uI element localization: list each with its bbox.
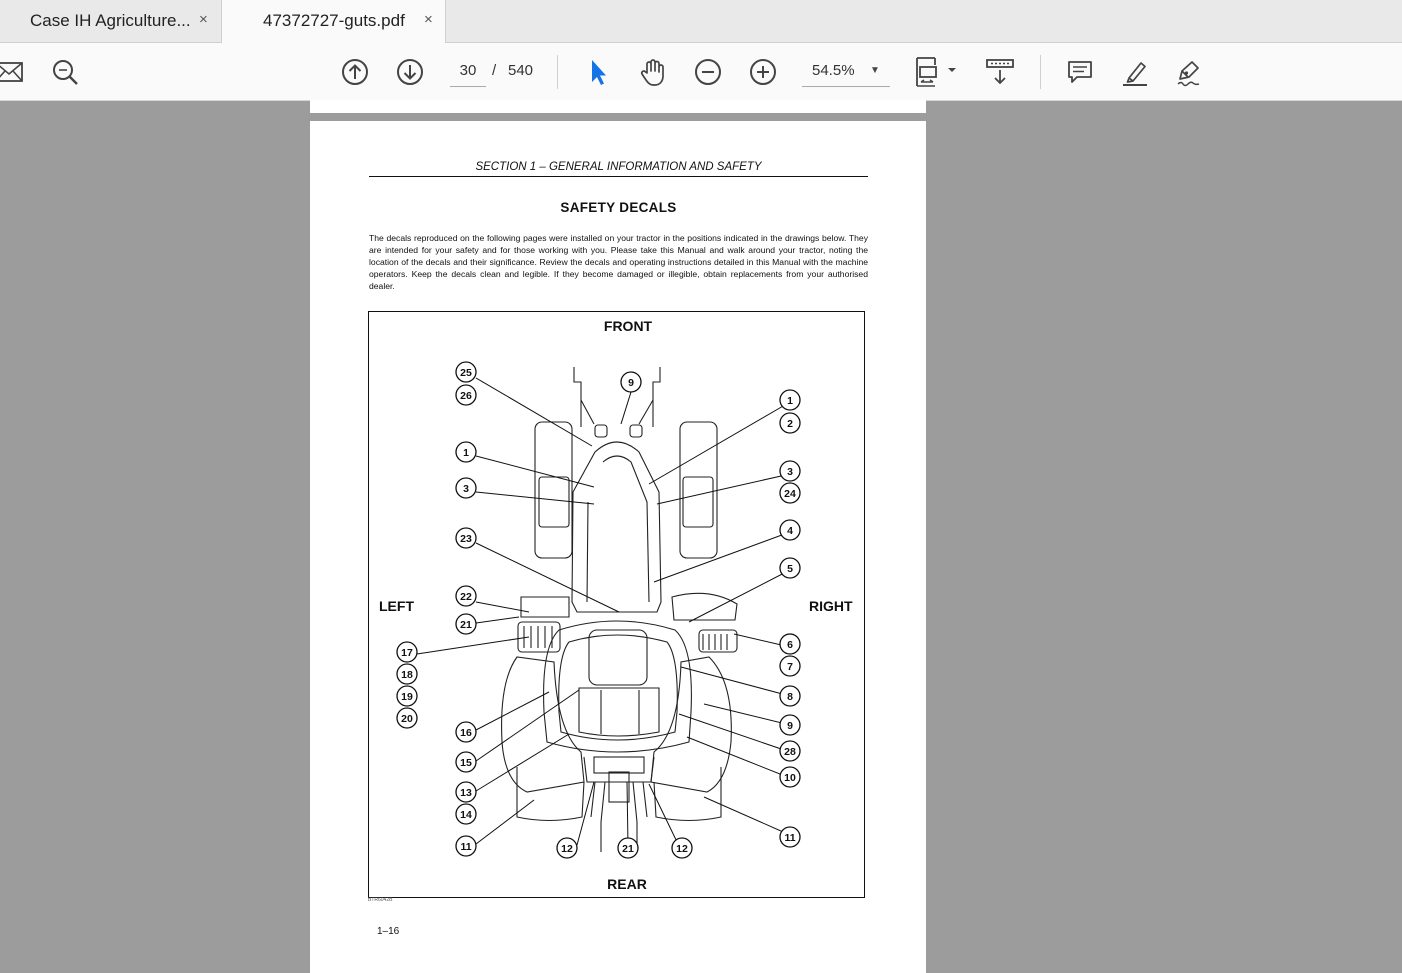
tab-label: 47372727-guts.pdf <box>263 11 405 30</box>
callout-number-left: 1 <box>463 447 469 459</box>
intro-paragraph: The decals reproduced on the following pages were installed on your tractor in the positions indicated in the drawings below. They are intended for your safety and for those working with you. Please take this Manual and walk around your tractor, noting the location of the decals and their significance. Review the decals and operating instructions detailed in this Manual with the machine operators. Keep the decals clean and legible. If they become damaged or illegible, obtain replacements from your authorised dealer. <box>369 233 868 291</box>
hand-icon[interactable] <box>636 55 670 89</box>
callout-number-left: 13 <box>460 787 472 799</box>
callout-number-top: 9 <box>628 377 634 389</box>
fit-page-icon[interactable] <box>913 55 959 89</box>
callout-number-left: 3 <box>463 483 469 495</box>
arrow-down-icon[interactable] <box>393 55 427 89</box>
zoom-search-icon[interactable] <box>48 55 82 89</box>
label-right: RIGHT <box>809 598 853 614</box>
tab-guts-pdf[interactable] <box>222 0 446 43</box>
highlight-icon[interactable] <box>1118 55 1152 89</box>
close-icon[interactable]: × <box>199 11 208 28</box>
callout-number-bottom: 12 <box>676 843 688 855</box>
callout-number-bottom: 21 <box>622 843 634 855</box>
close-icon[interactable]: × <box>424 11 433 28</box>
callout-number-right: 7 <box>787 661 793 673</box>
callout-number-right: 4 <box>787 525 793 537</box>
zoom-value: 54.5% <box>812 62 855 79</box>
callout-number-left: 16 <box>460 727 472 739</box>
zoom-select[interactable] <box>802 56 890 87</box>
sign-icon[interactable] <box>1173 55 1207 89</box>
callout-number-left: 21 <box>460 619 472 631</box>
callout-number-right: 28 <box>784 746 796 758</box>
callout-number-right: 10 <box>784 772 796 784</box>
callout-number-left: 22 <box>460 591 472 603</box>
section-header: SECTION 1 – GENERAL INFORMATION AND SAFETY <box>475 161 762 173</box>
previous-page-edge <box>310 100 926 113</box>
callout-number-left: 20 <box>401 713 413 725</box>
callout-number-left: 17 <box>401 647 413 659</box>
callout-number-left: 19 <box>401 691 413 703</box>
callout-number-right: 1 <box>787 395 793 407</box>
callout-number-right: 11 <box>784 832 796 844</box>
zoom-in-icon[interactable] <box>746 55 780 89</box>
callout-number-left: 11 <box>460 841 472 853</box>
mail-icon[interactable] <box>0 55 26 89</box>
label-front: FRONT <box>603 318 653 334</box>
page-number-input[interactable]: 30 <box>450 56 486 87</box>
pdf-page[interactable] <box>310 121 926 973</box>
callout-group <box>397 362 800 858</box>
callout-number-bottom: 12 <box>561 843 573 855</box>
callout-number-left: 15 <box>460 757 472 769</box>
callout-number-left: 14 <box>460 809 472 821</box>
callout-number-right: 2 <box>787 418 793 430</box>
zoom-out-icon[interactable] <box>691 55 725 89</box>
tractor-decal-diagram <box>368 311 865 898</box>
callout-number-right: 24 <box>784 488 796 500</box>
callout-number-left: 23 <box>460 533 472 545</box>
label-left: LEFT <box>379 598 414 614</box>
comment-icon[interactable] <box>1063 55 1097 89</box>
page-separator: / <box>492 62 497 79</box>
toolbar <box>0 43 1402 101</box>
select-pointer-icon[interactable] <box>581 55 615 89</box>
tab-label: Case IH Agriculture... <box>30 11 191 30</box>
tractor-drawing <box>502 367 737 852</box>
arrow-up-icon[interactable] <box>338 55 372 89</box>
total-pages: 540 <box>508 62 534 79</box>
figure-code: BTR6042B <box>368 897 393 903</box>
callout-number-right: 8 <box>787 691 793 703</box>
chevron-down-icon: ▼ <box>870 65 880 76</box>
page-number: 1–16 <box>377 926 400 937</box>
scroll-mode-icon[interactable] <box>983 55 1017 89</box>
callout-number-left: 18 <box>401 669 413 681</box>
callout-number-left: 25 <box>460 367 472 379</box>
callout-number-right: 5 <box>787 563 793 575</box>
callout-number-right: 9 <box>787 720 793 732</box>
tab-case-ih[interactable] <box>0 0 222 42</box>
toolbar-divider <box>557 55 558 89</box>
page-title: SAFETY DECALS <box>560 200 677 215</box>
section-rule <box>369 176 868 177</box>
toolbar-divider <box>1040 55 1041 89</box>
label-rear: REAR <box>607 876 647 892</box>
callout-number-right: 6 <box>787 639 793 651</box>
callout-number-right: 3 <box>787 466 793 478</box>
callout-number-left: 26 <box>460 390 472 402</box>
tab-bar <box>0 0 1402 43</box>
